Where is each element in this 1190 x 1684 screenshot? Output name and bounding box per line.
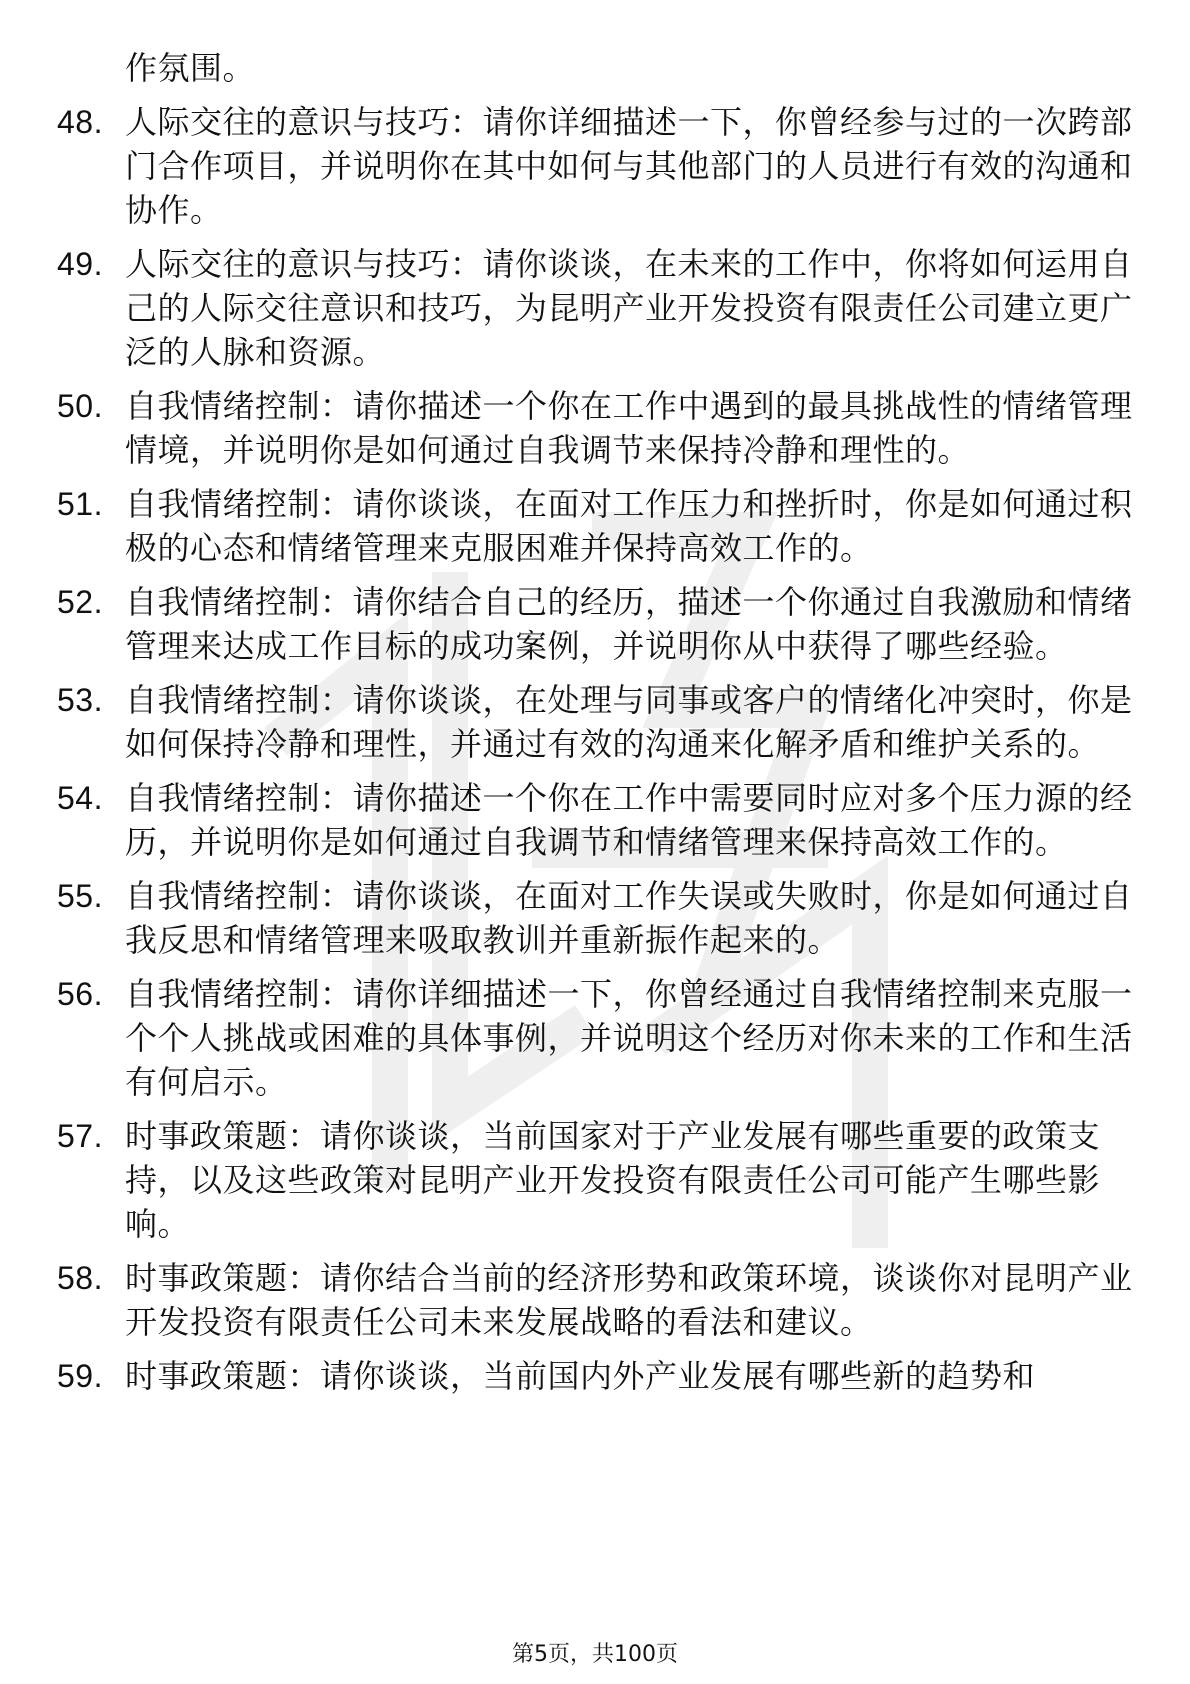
question-number: 49. bbox=[57, 246, 103, 282]
question-number: 55. bbox=[57, 878, 103, 914]
continuation-text: 作氛围。 bbox=[125, 49, 256, 87]
question-number: 51. bbox=[57, 486, 103, 522]
question-text: 自我情绪控制：请你谈谈，在面对工作失误或失败时，你是如何通过自我反思和情绪管理来吸取教训并重新振作起来的。 bbox=[125, 877, 1133, 959]
page-footer bbox=[0, 1640, 1190, 1670]
question-item bbox=[57, 100, 1137, 232]
question-item bbox=[57, 384, 1137, 472]
question-number: 59. bbox=[57, 1358, 103, 1394]
question-text: 人际交往的意识与技巧：请你详细描述一下，你曾经参与过的一次跨部门合作项目，并说明你在其中如何与其他部门的人员进行有效的沟通和协作。 bbox=[125, 103, 1133, 229]
page-number-label: 第5页，共100页 bbox=[512, 1642, 678, 1667]
question-number: 56. bbox=[57, 976, 103, 1012]
question-item bbox=[57, 242, 1137, 374]
question-text: 自我情绪控制：请你谈谈，在处理与同事或客户的情绪化冲突时，你是如何保持冷静和理性，并通过有效的沟通来化解矛盾和维护关系的。 bbox=[125, 681, 1133, 763]
question-text: 时事政策题：请你谈谈，当前国内外产业发展有哪些新的趋势和 bbox=[125, 1357, 1036, 1395]
question-number: 54. bbox=[57, 780, 103, 816]
question-text: 时事政策题：请你结合当前的经济形势和政策环境，谈谈你对昆明产业开发投资有限责任公司未来发展战略的看法和建议。 bbox=[125, 1259, 1133, 1341]
question-text: 时事政策题：请你谈谈，当前国家对于产业发展有哪些重要的政策支持，以及这些政策对昆明产业开发投资有限责任公司可能产生哪些影响。 bbox=[125, 1117, 1101, 1243]
question-number: 48. bbox=[57, 104, 103, 140]
question-text: 自我情绪控制：请你描述一个你在工作中需要同时应对多个压力源的经历，并说明你是如何通过自我调节和情绪管理来保持高效工作的。 bbox=[125, 779, 1133, 861]
question-text: 自我情绪控制：请你描述一个你在工作中遇到的最具挑战性的情绪管理情境，并说明你是如何通过自我调节来保持冷静和理性的。 bbox=[125, 387, 1133, 469]
question-text: 自我情绪控制：请你详细描述一下，你曾经通过自我情绪控制来克服一个个人挑战或困难的具体事例，并说明这个经历对你未来的工作和生活有何启示。 bbox=[125, 975, 1133, 1101]
question-text: 自我情绪控制：请你谈谈，在面对工作压力和挫折时，你是如何通过积极的心态和情绪管理来克服困难并保持高效工作的。 bbox=[125, 485, 1133, 567]
question-number: 57. bbox=[57, 1118, 103, 1154]
question-item bbox=[57, 776, 1137, 864]
question-item bbox=[57, 1114, 1137, 1246]
question-number: 50. bbox=[57, 388, 103, 424]
question-number: 52. bbox=[57, 584, 103, 620]
question-item bbox=[57, 1256, 1137, 1344]
question-number: 53. bbox=[57, 682, 103, 718]
question-item bbox=[57, 678, 1137, 766]
question-number: 58. bbox=[57, 1260, 103, 1296]
question-item bbox=[57, 482, 1137, 570]
question-list bbox=[57, 100, 1137, 1398]
question-text: 自我情绪控制：请你结合自己的经历，描述一个你通过自我激励和情绪管理来达成工作目标的成功案例，并说明你从中获得了哪些经验。 bbox=[125, 583, 1133, 665]
question-item bbox=[57, 1354, 1137, 1398]
question-item bbox=[57, 972, 1137, 1104]
question-item bbox=[57, 580, 1137, 668]
question-item bbox=[57, 874, 1137, 962]
question-text: 人际交往的意识与技巧：请你谈谈，在未来的工作中，你将如何运用自己的人际交往意识和技巧，为昆明产业开发投资有限责任公司建立更广泛的人脉和资源。 bbox=[125, 245, 1133, 371]
question-content bbox=[57, 46, 1137, 1398]
